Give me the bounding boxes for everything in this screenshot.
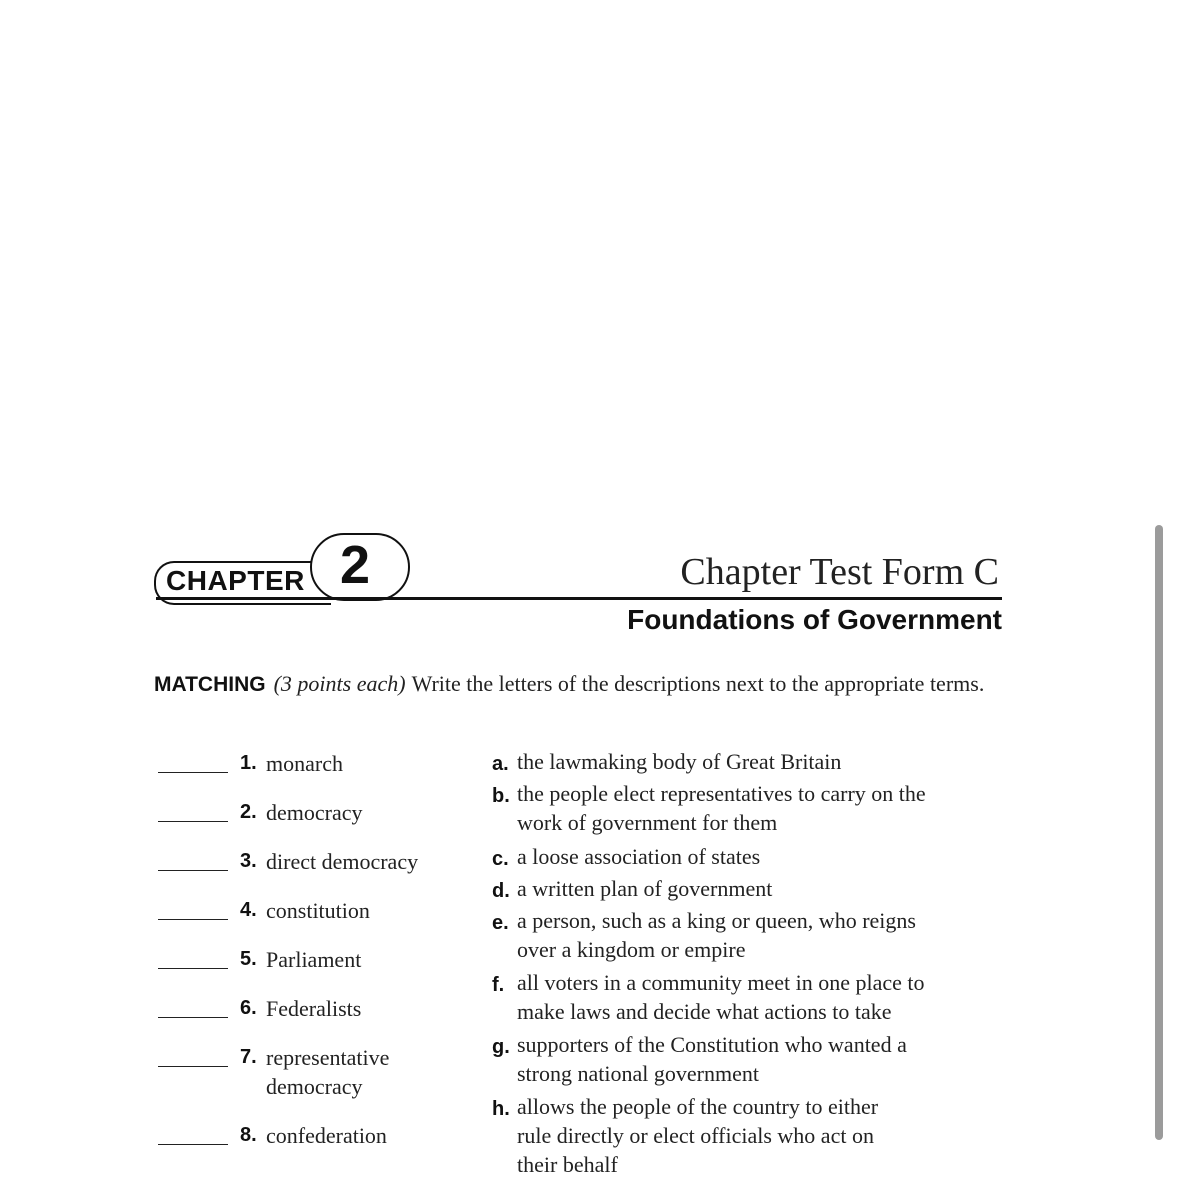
term-number: 6. xyxy=(240,997,257,1019)
form-title: Chapter Test Form C xyxy=(680,551,999,593)
term-text: direct democracy xyxy=(266,849,419,874)
description-letter: b. xyxy=(492,785,510,807)
instructions xyxy=(154,668,1004,700)
term-number: 4. xyxy=(240,899,257,921)
description-letter: h. xyxy=(492,1098,510,1120)
description-letter: e. xyxy=(492,912,509,934)
answer-blank[interactable] xyxy=(158,1144,228,1145)
description-letter: d. xyxy=(492,880,510,902)
chapter-label: CHAPTER xyxy=(166,565,305,596)
description-letter: a. xyxy=(492,753,509,775)
description-text: a person, such as a king or queen, who reigns over a kingdom or empire xyxy=(517,908,916,962)
term-number: 8. xyxy=(240,1124,257,1146)
term-text: monarch xyxy=(266,751,343,776)
term-number: 3. xyxy=(240,850,257,872)
term-text: representative democracy xyxy=(266,1045,390,1099)
answer-blank[interactable] xyxy=(158,870,228,871)
description-text: the lawmaking body of Great Britain xyxy=(517,749,842,774)
term-number: 1. xyxy=(240,752,257,774)
blank-area xyxy=(0,0,1199,525)
term-text: confederation xyxy=(266,1123,387,1148)
term-text: constitution xyxy=(266,898,370,923)
term-number: 7. xyxy=(240,1046,257,1068)
instructions-points: (3 points each) xyxy=(273,671,406,696)
term-number: 5. xyxy=(240,948,257,970)
term-text: Federalists xyxy=(266,996,362,1021)
answer-blank[interactable] xyxy=(158,772,228,773)
description-text: supporters of the Constitution who wanted a strong national government xyxy=(517,1032,907,1086)
term-text: democracy xyxy=(266,800,363,825)
description-letter: f. xyxy=(492,974,505,996)
description-letter: g. xyxy=(492,1036,510,1058)
answer-blank[interactable] xyxy=(158,919,228,920)
answer-blank[interactable] xyxy=(158,821,228,822)
chapter-number: 2 xyxy=(340,535,371,595)
description-letter: c. xyxy=(492,848,509,870)
description-text: a loose association of states xyxy=(517,844,761,869)
description-text: a written plan of government xyxy=(517,876,773,901)
scrollbar[interactable] xyxy=(1155,525,1163,1140)
chapter-badge xyxy=(150,533,410,603)
unit-title: Foundations of Government xyxy=(627,604,1002,635)
header-rule xyxy=(156,597,1002,600)
term-number: 2. xyxy=(240,801,257,823)
instructions-lead: MATCHING xyxy=(154,673,266,696)
answer-blank[interactable] xyxy=(158,1017,228,1018)
description-text: the people elect representatives to carry on the work of government for them xyxy=(517,781,926,835)
term-text: Parliament xyxy=(266,947,362,972)
description-text: allows the people of the country to either rule directly or elect officials who act on their behalf xyxy=(517,1094,879,1177)
answer-blank[interactable] xyxy=(158,968,228,969)
description-text: all voters in a community meet in one place to make laws and decide what actions to take xyxy=(517,970,925,1024)
instructions-text: Write the letters of the descriptions next to the appropriate terms. xyxy=(411,671,985,696)
answer-blank[interactable] xyxy=(158,1066,228,1067)
